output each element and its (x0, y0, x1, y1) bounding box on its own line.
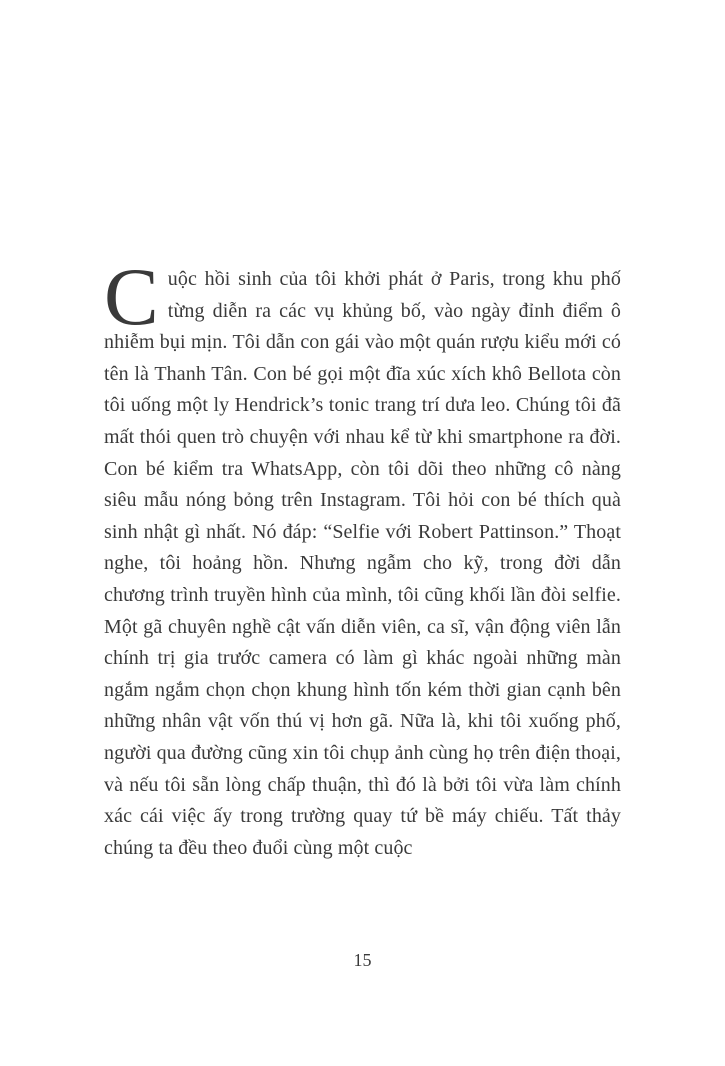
body-paragraph (104, 251, 621, 864)
paragraph-text: uộc hồi sinh của tôi khởi phát ở Paris, trong khu phố từng diễn ra các vụ khủng bố, vào ngày đỉnh điểm ô nhiễm bụi mịn. Tôi dẫn con gái vào một quán rượu kiểu mới có tên là Thanh Tân. Con bé gọi một đĩa xúc xích khô Bellota còn tôi uống một ly Hendrick’s tonic trang trí dưa leo. Chúng tôi đã mất thói quen trò chuyện với nhau kể từ khi smartphone ra đời. Con bé kiểm tra WhatsApp, còn tôi dõi theo những cô nàng siêu mẫu nóng bỏng trên Instagram. Tôi hỏi con bé thích quà sinh nhật gì nhất. Nó đáp: “Selfie với Robert Pattinson.” Thoạt nghe, tôi hoảng hồn. Nhưng ngẫm cho kỹ, trong đời dẫn chương trình truyền hình của mình, tôi cũng khối lần đòi selfie. Một gã chuyên nghề cật vấn diễn viên, ca sĩ, vận động viên lẫn chính trị gia trước camera có làm gì khác ngoài những màn ngắm ngắm chọn chọn khung hình tốn kém thời gian cạnh bên những nhân vật vốn thú vị hơn gã. Nữa là, khi tôi xuống phố, người qua đường cũng xin tôi chụp ảnh cùng họ trên điện thoại, và nếu tôi sẵn lòng chấp thuận, thì đó là bởi tôi vừa làm chính xác cái việc ấy trong trường quay tứ bề máy chiếu. Tất thảy chúng ta đều theo đuổi cùng một cuộc (104, 268, 621, 859)
page-number: 15 (353, 950, 372, 970)
drop-cap: C (104, 251, 159, 342)
